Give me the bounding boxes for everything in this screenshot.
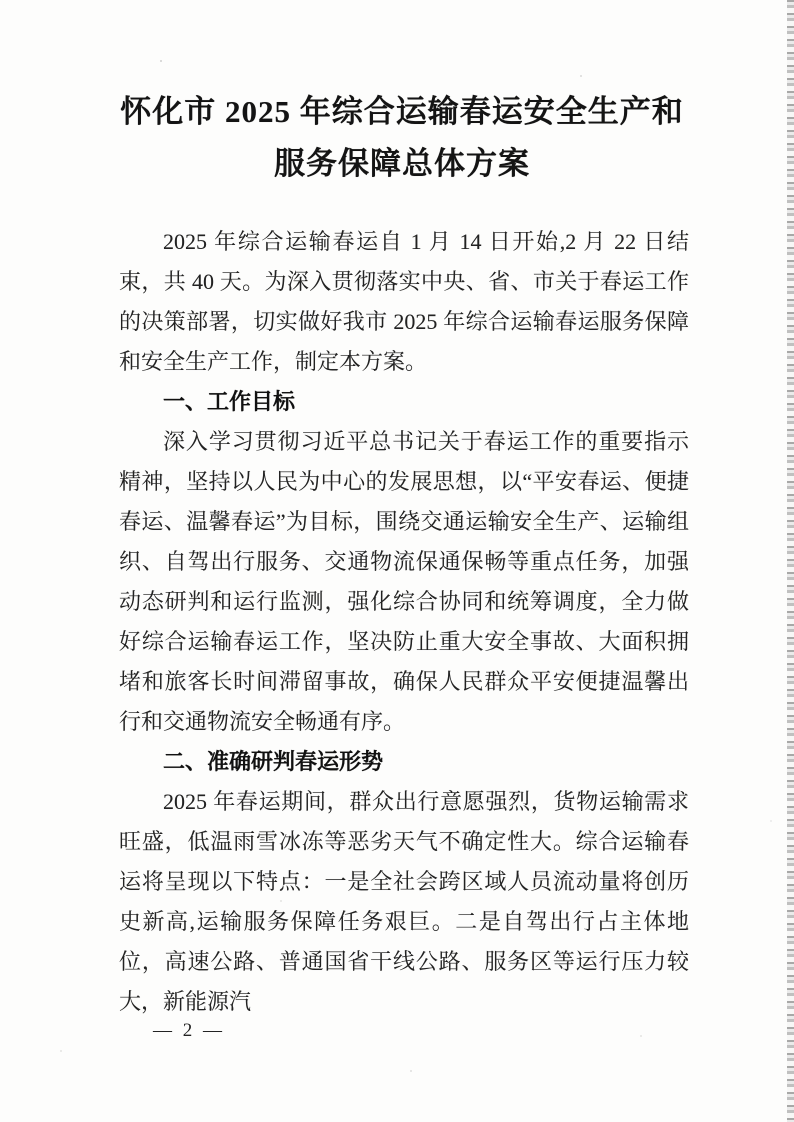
document-title-line-2: 服务保障总体方案	[274, 146, 530, 181]
section-heading-situation-analysis: 二、准确研判春运形势	[163, 749, 384, 774]
paragraph-work-goals: 深入学习贯彻习近平总书记关于春运工作的重要指示精神，坚持以人民为中心的发展思想，以“平安春运、便捷春运、温馨春运”为目标，围绕交通运输安全生产、运输组织、自驾出行服务、交通物流保通保畅等重点任务，加强动态研判和运行监测，强化综合协同和统筹调度，全力做好综合运输春运工作，坚决防止重大安全事故、大面积拥堵和旅客长时间滞留事故，确保人民群众平安便捷温馨出行和交通物流安全畅通有序。	[119, 429, 689, 734]
page-number: — 2 —	[153, 1020, 225, 1041]
scanner-edge-artifact	[787, 0, 794, 1122]
document-title-line-1: 怀化市 2025 年综合运输春运安全生产和	[120, 94, 684, 129]
paragraph-intro: 2025 年综合运输春运自 1 月 14 日开始,2 月 22 日结束，共 40 天。为深入贯彻落实中央、省、市关于春运工作的决策部署，切实做好我市 2025 年综合运输春运服务保障和安全生产工作，制定本方案。	[119, 229, 689, 374]
paragraph-situation-analysis: 2025 年春运期间，群众出行意愿强烈，货物运输需求旺盛，低温雨雪冰冻等恶劣天气不确定性大。综合运输春运将呈现以下特点：一是全社会跨区域人员流动量将创历史新高,运输服务保障任务艰巨。二是自驾出行占主体地位，高速公路、普通国省干线公路、服务区等运行压力较大，新能源汽	[119, 789, 689, 1014]
section-heading-work-goals: 一、工作目标	[163, 389, 296, 414]
document-body	[119, 222, 689, 1022]
document-title	[112, 86, 692, 190]
